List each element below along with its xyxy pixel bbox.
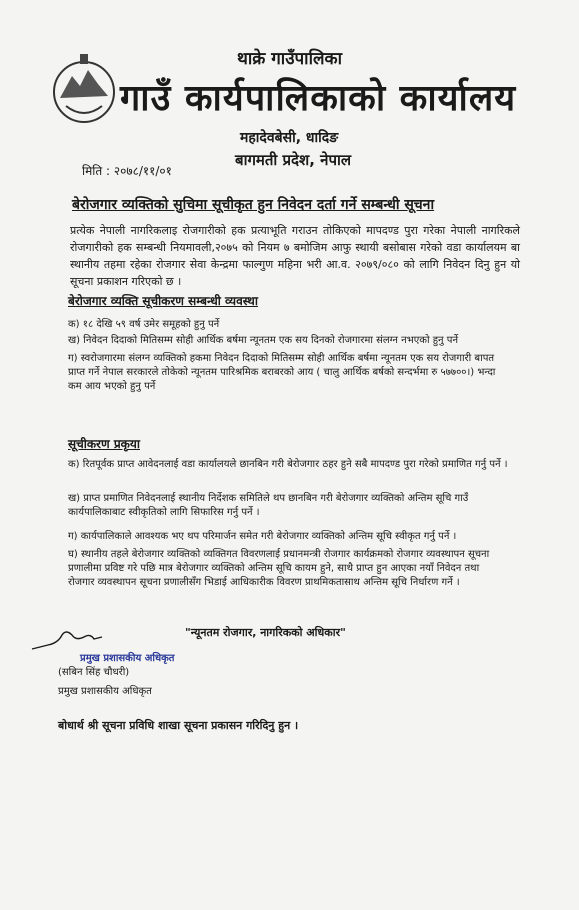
- cc-line: बोधार्थ श्री सूचना प्रविधि शाखा सूचना प्रकासन गरिदिनु हुन ।: [58, 719, 299, 732]
- intro-paragraph: प्रत्येक नेपाली नागरिकलाइ रोजगारीको हक प्रत्याभूति गराउन तोकिएको मापदण्ड पुरा गरेका नेपाली नागरिकले रोजगारीको हक सम्बन्धी नियमावली,२०७५ को नियम ७ बमोजिम आफु स्थायी बसोबास गरेको वडा कार्यालयम बा स्थानीय तहमा रहेका रोजगार सेवा केन्द्रमा फाल्गुण महिना भरी आ.व. २०७९/०८० को लागि निवेदन दिनु हुन यो सूचना प्रकाशन गरिएको छ ।: [70, 224, 520, 288]
- slogan: "न्यूनतम रोजगार, नागरिकको अधिकार": [185, 626, 346, 639]
- section1-item: क) १८ देखि ५९ वर्ष उमेर समूहको हुनु पर्ने: [68, 319, 220, 330]
- section1-item: ख) निवेदन दिदाको मितिसम्म सोही आर्थिक बर्षमा न्यूनतम एक सय दिनको रोजगारमा संलग्न नभएको हुनु पर्ने: [68, 335, 458, 346]
- section2-title: सूचीकरण प्रकृया: [68, 437, 140, 451]
- notice-subject: बेरोजगार व्यक्तिको सुचिमा सूचीकृत हुन निवेदन दर्ता गर्ने सम्बन्धी सूचना: [72, 197, 435, 213]
- notice-date: मिति : २०७८/११/०१: [82, 164, 172, 178]
- section2-item: ख) प्राप्त प्रमाणित निवेदनलाई स्थानीय निर्देशक समितिले थप छानबिन गरी बेरोजगार व्यक्तिको अन्तिम सूचि गाउँ कार्यपालिकाबाट स्वीकृतिको लागि सिफारिस गर्नु पर्ने ।: [68, 493, 469, 518]
- section1-item: ग) स्वरोजगारमा संलग्न व्यक्तिको हकमा निवेदन दिदाको मितिसम्म सोही आर्थिक बर्षमा न्यूनतम एक सय रोजगारी बापत प्राप्त गर्ने नेपाल सरकारले तोकेको न्यूनतम पारिश्रमिक बराबरको आय ( चालु आर्थिक बर्षको सन्दर्भमा रु ५७७००।) भन्दा कम आय भएको हुनु पर्ने: [68, 353, 496, 392]
- official-stamp: प्रमुख प्रशासकीय अधिकृत: [80, 653, 175, 664]
- municipality-name: थाक्रे गाउँपालिका: [237, 49, 342, 69]
- section1-title: बेरोजगार व्यक्ति सूचीकरण सम्बन्धी व्यवस्था: [68, 294, 258, 308]
- section2-item: क) रितपूर्वक प्राप्त आवेदनलाई वडा कार्यालयले छानबिन गरी बेरोजगार ठहर हुने सबै मापदण्ड पुरा गरेको प्रमाणित गर्नु पर्ने ।: [68, 459, 508, 470]
- office-location: महादेवबेसी, धादिङ: [240, 130, 339, 146]
- signatory-name: (सबिन सिंह चौधरी): [58, 667, 130, 678]
- section2-item: ग) कार्यपालिकाले आवश्यक भए थप परिमार्जन समेत गरी बेरोजगार व्यक्तिको अन्तिम सूचि स्वीकृत गर्नु पर्ने ।: [68, 531, 457, 542]
- signatory-designation: प्रमुख प्रशासकीय अधिकृत: [58, 686, 152, 697]
- section2-item: घ) स्थानीय तहले बेरोजगार व्यक्तिको व्यक्तिगत विवरणलाई प्रधानमन्त्री रोजगार कार्यक्रमको रोजगार व्यवस्थापन सूचना प्रणालीमा प्रविष्ट गरे पछि मात्र बेरोजगार व्यक्तिको अन्तिम सूचि कायम हुने, साथै प्राप्त हुन आएका नयाँ निवेदन तथा रोजगार व्यवस्थापन सूचना प्रणालीसँग भिडाई आधिकारीक विवरण प्राथमिकतासाथ अन्तिम सूचि निर्धारण गर्ने ।: [68, 549, 490, 588]
- office-title: गाउँ कार्यपालिकाको कार्यालय: [120, 77, 517, 119]
- province-name: बागमती प्रदेश, नेपाल: [235, 151, 352, 169]
